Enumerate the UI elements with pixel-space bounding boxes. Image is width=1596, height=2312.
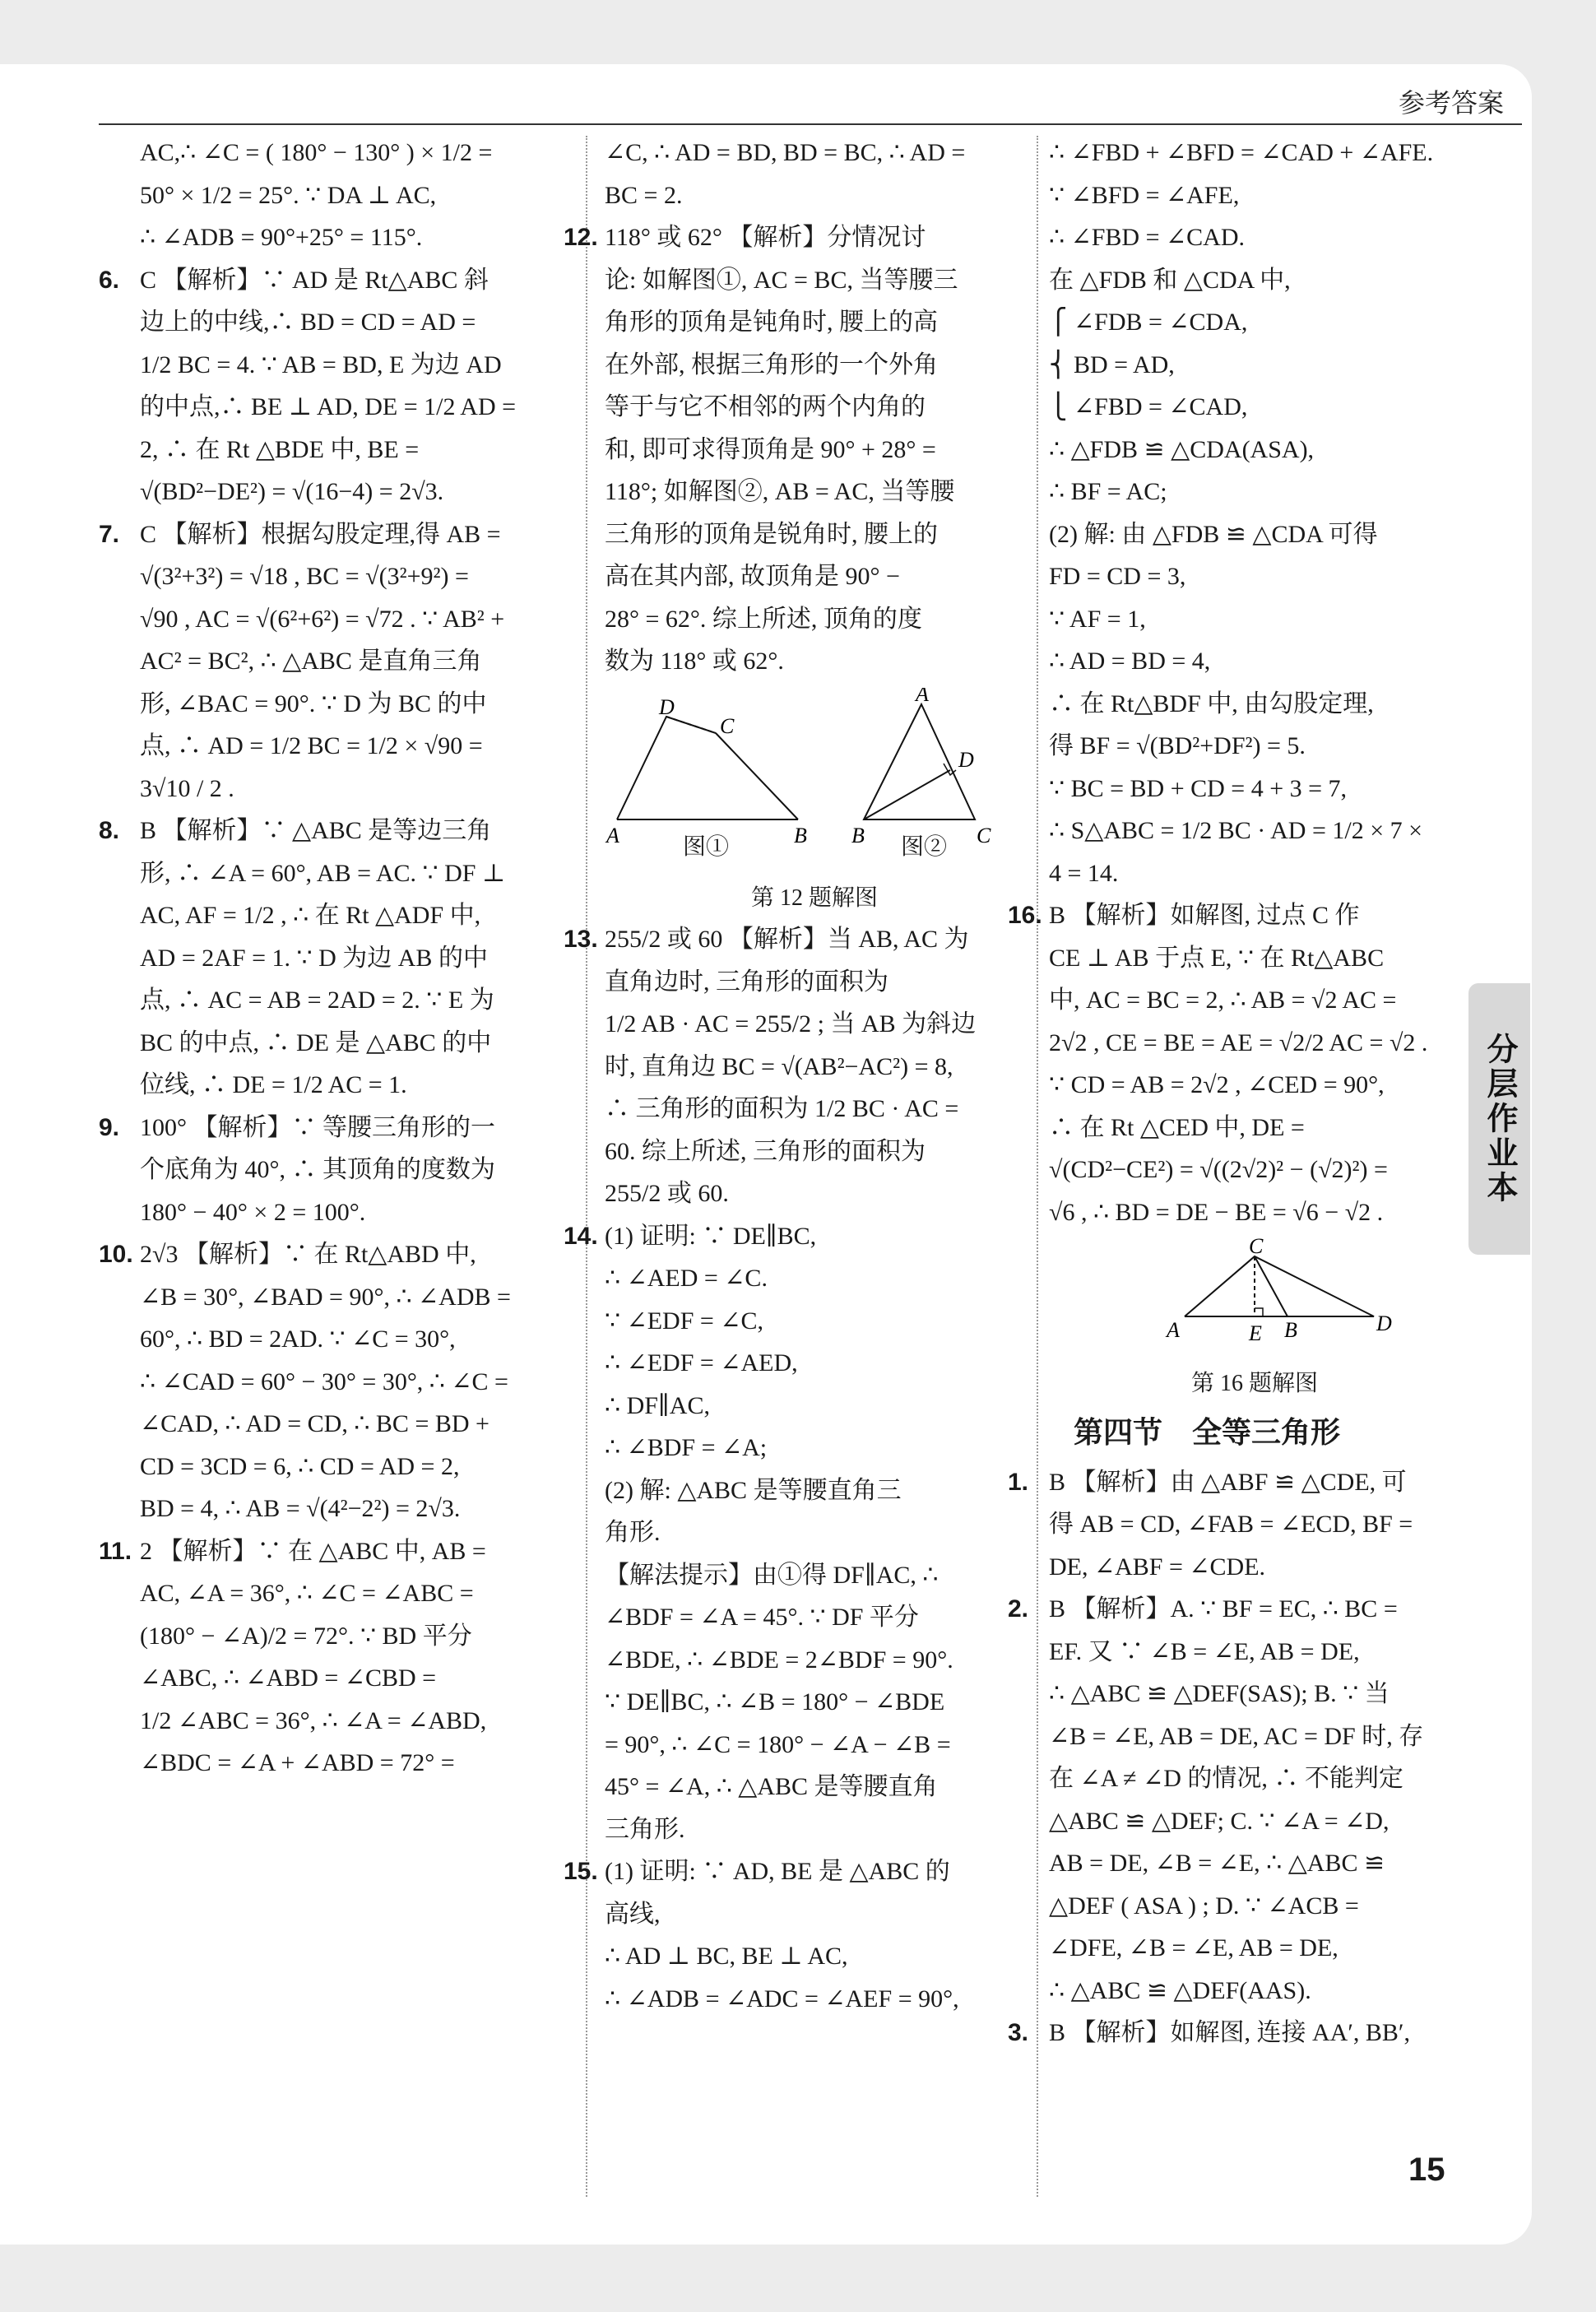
text-line: 边上的中线,∴ BD = CD = AD = bbox=[140, 309, 476, 336]
text-line: 1/2 ∠ABC = 36°, ∴ ∠A = ∠ABD, bbox=[140, 1706, 487, 1734]
text-line: BC = 2. bbox=[605, 181, 683, 209]
fig12-label: B bbox=[794, 823, 807, 847]
text-line: ∠DFE, ∠B = ∠E, AB = DE, bbox=[1049, 1934, 1339, 1961]
fig12-label: C bbox=[977, 823, 991, 847]
answer-block bbox=[1049, 132, 1460, 894]
fig12-caption: 第 12 题解图 bbox=[750, 885, 878, 911]
text-line: ∵ ∠EDF = ∠C, bbox=[605, 1307, 763, 1335]
text-line: 2√2 , CE = BE = AE = √2/2 AC = √2 . bbox=[1049, 1028, 1428, 1056]
answer-item-15 bbox=[564, 1850, 1024, 2020]
fig16-label: A bbox=[1167, 1318, 1180, 1342]
fig12-label: A bbox=[606, 823, 619, 847]
text-line: ∵ CD = AB = 2√2 , ∠CED = 90°, bbox=[1049, 1071, 1385, 1098]
fig12-label: C bbox=[720, 713, 735, 738]
answer-item-2 bbox=[1008, 1588, 1460, 2012]
text-line: ∴ ∠ADB = 90°+25° = 115°. bbox=[140, 224, 423, 251]
text-line: 3√10 / 2 . bbox=[140, 774, 234, 802]
text-line: 得 BF = √(BD²+DF²) = 5. bbox=[1049, 732, 1306, 759]
text-line: AD = 2AF = 1. ∵ D 为边 AB 的中 bbox=[140, 944, 488, 972]
item-number: 13. bbox=[564, 926, 598, 953]
column-1 bbox=[99, 132, 559, 1785]
text-line: 论: 如解图①, AC = BC, 当等腰三 bbox=[605, 266, 958, 294]
text-line: B 【解析】如解图, 连接 AA′, BB′, bbox=[1049, 2019, 1410, 2046]
figure-16 bbox=[1049, 1238, 1460, 1400]
side-tab-label: 分层作业本 bbox=[1482, 1033, 1516, 1205]
text-line: DE, ∠ABF = ∠CDE. bbox=[1049, 1553, 1266, 1581]
text-line: 位线, ∴ DE = 1/2 AC = 1. bbox=[140, 1071, 407, 1098]
text-line: ∵ AF = 1, bbox=[1049, 605, 1146, 633]
text-line: ∠B = 30°, ∠BAD = 90°, ∴ ∠ADB = bbox=[140, 1283, 511, 1311]
fig12-label: A bbox=[916, 687, 929, 706]
item-number: 11. bbox=[99, 1537, 132, 1565]
answer-item-9 bbox=[99, 1107, 559, 1234]
text-line: EF. 又 ∵ ∠B = ∠E, AB = DE, bbox=[1049, 1637, 1360, 1665]
text-line: 255/2 或 60. bbox=[605, 1180, 729, 1207]
answer-item-12 bbox=[564, 216, 1024, 683]
text-line: ∵ ∠BFD = ∠AFE, bbox=[1049, 181, 1240, 209]
text-line: B 【解析】A. ∵ BF = EC, ∴ BC = bbox=[1049, 1595, 1398, 1623]
text-line: ∴ S△ABC = 1/2 BC · AD = 1/2 × 7 × bbox=[1049, 817, 1423, 844]
item-number: 14. bbox=[564, 1222, 598, 1250]
text-line: 点, ∴ AD = 1/2 BC = 1/2 × √90 = bbox=[140, 732, 483, 759]
item-number: 7. bbox=[99, 520, 120, 548]
text-line: 2, ∴ 在 Rt △BDE 中, BE = bbox=[140, 435, 420, 463]
answer-item-3 bbox=[1008, 2012, 1460, 2054]
header-title: 参考答案 bbox=[1398, 88, 1504, 118]
figure-12-diagram bbox=[605, 688, 1016, 852]
text-line: ∴ 三角形的面积为 1/2 BC · AC = bbox=[605, 1095, 959, 1122]
answer-block bbox=[605, 132, 1024, 216]
text-line: ∵ BC = BD + CD = 4 + 3 = 7, bbox=[1049, 774, 1348, 802]
text-line: 60°, ∴ BD = 2AD. ∵ ∠C = 30°, bbox=[140, 1325, 456, 1353]
text-line: 1/2 AB · AC = 255/2 ; 当 AB 为斜边 bbox=[605, 1010, 977, 1038]
text-line: FD = CD = 3, bbox=[1049, 563, 1186, 590]
answer-item-6 bbox=[99, 259, 559, 513]
text-line: 60. 综上所述, 三角形的面积为 bbox=[605, 1137, 926, 1165]
text-line: 三角形. bbox=[605, 1815, 685, 1843]
text-line: 形, ∴ ∠A = 60°, AB = AC. ∵ DF ⊥ bbox=[140, 859, 506, 887]
text-line: ∠CAD, ∴ AD = CD, ∴ BC = BD + bbox=[140, 1410, 489, 1437]
text-line: 50° × 1/2 = 25°. ∵ DA ⊥ AC, bbox=[140, 181, 437, 209]
fig16-label: C bbox=[1249, 1238, 1264, 1258]
section-heading: 第四节 全等三角形 bbox=[1074, 1414, 1341, 1449]
answer-item-13 bbox=[564, 918, 1024, 1215]
text-line: ∴ ∠ADB = ∠ADC = ∠AEF = 90°, bbox=[605, 1985, 959, 2013]
side-tab bbox=[1468, 983, 1530, 1255]
figure-16-diagram bbox=[1049, 1238, 1460, 1353]
fig16-caption: 第 16 题解图 bbox=[1190, 1370, 1318, 1396]
text-line: AC² = BC², ∴ △ABC 是直角三角 bbox=[140, 648, 482, 675]
fig12-label: B bbox=[851, 823, 865, 847]
text-line: △ABC ≌ △DEF; C. ∵ ∠A = ∠D, bbox=[1049, 1807, 1390, 1835]
text-line: 255/2 或 60 【解析】当 AB, AC 为 bbox=[605, 926, 969, 953]
text-line: 180° − 40° × 2 = 100°. bbox=[140, 1198, 366, 1226]
text-line: ∴ AD = BD = 4, bbox=[1049, 648, 1211, 675]
answer-item-16 bbox=[1008, 894, 1460, 1233]
text-line: 2√3 【解析】∵ 在 Rt△ABD 中, bbox=[140, 1241, 476, 1268]
fig12-sub1: 图① bbox=[683, 833, 730, 860]
text-line: 角形. bbox=[605, 1519, 661, 1546]
item-number: 3. bbox=[1008, 2019, 1029, 2046]
text-line: ∴ ∠AED = ∠C. bbox=[605, 1265, 768, 1292]
text-line: C 【解析】∵ AD 是 Rt△ABC 斜 bbox=[140, 266, 489, 294]
text-line: ∴ 在 Rt△BDF 中, 由勾股定理, bbox=[1049, 689, 1374, 717]
text-line: 形, ∠BAC = 90°. ∵ D 为 BC 的中 bbox=[140, 689, 487, 717]
text-line: = 90°, ∴ ∠C = 180° − ∠A − ∠B = bbox=[605, 1730, 951, 1758]
answer-item-8 bbox=[99, 810, 559, 1107]
item-number: 1. bbox=[1008, 1468, 1029, 1496]
item-number: 9. bbox=[99, 1113, 120, 1141]
text-line: BD = 4, ∴ AB = √(4²−2²) = 2√3. bbox=[140, 1495, 461, 1522]
text-line: 118°; 如解图②, AB = AC, 当等腰 bbox=[605, 478, 955, 505]
text-line: ∠B = ∠E, AB = DE, AC = DF 时, 存 bbox=[1049, 1722, 1424, 1750]
text-line: 45° = ∠A, ∴ △ABC 是等腰直角 bbox=[605, 1773, 938, 1800]
text-line: 三角形的顶角是锐角时, 腰上的 bbox=[605, 520, 938, 548]
text-line: 高在其内部, 故顶角是 90° − bbox=[605, 563, 900, 590]
text-line: ∴ DF∥AC, bbox=[605, 1391, 710, 1419]
fig12-label: D bbox=[659, 694, 675, 719]
text-line: 1/2 BC = 4. ∵ AB = BD, E 为边 AD bbox=[140, 351, 502, 378]
page-number: 15 bbox=[1408, 2152, 1445, 2188]
fig16-label: E bbox=[1249, 1321, 1262, 1345]
text-line: (1) 证明: ∵ AD, BE 是 △ABC 的 bbox=[605, 1858, 950, 1885]
column-2 bbox=[564, 132, 1024, 2020]
answer-item-1 bbox=[1008, 1461, 1460, 1589]
text-line: AC, ∠A = 36°, ∴ ∠C = ∠ABC = bbox=[140, 1580, 474, 1607]
text-line: ∴ △ABC ≌ △DEF(SAS); B. ∵ 当 bbox=[1049, 1680, 1390, 1707]
text-line: (180° − ∠A)/2 = 72°. ∵ BD 平分 bbox=[140, 1622, 472, 1650]
fig16-label: B bbox=[1284, 1318, 1297, 1342]
text-line: 高线, bbox=[605, 1900, 661, 1928]
text-line: 【解法提示】由①得 DF∥AC, ∴ bbox=[605, 1561, 939, 1589]
text-line: 角形的顶角是钝角时, 腰上的高 bbox=[605, 309, 938, 336]
text-line: CD = 3CD = 6, ∴ CD = AD = 2, bbox=[140, 1452, 460, 1480]
answer-block bbox=[140, 132, 559, 259]
text-line: 100° 【解析】∵ 等腰三角形的一 bbox=[140, 1113, 495, 1141]
answer-item-14 bbox=[564, 1215, 1024, 1851]
text-line: 和, 即可求得顶角是 90° + 28° = bbox=[605, 435, 936, 463]
column-divider bbox=[1037, 136, 1038, 2197]
text-line: 4 = 14. bbox=[1049, 859, 1119, 887]
item-number: 16. bbox=[1008, 902, 1042, 929]
text-line: B 【解析】由 △ABF ≌ △CDE, 可 bbox=[1049, 1468, 1407, 1496]
text-line: 中, AC = BC = 2, ∴ AB = √2 AC = bbox=[1049, 987, 1397, 1014]
item-number: 12. bbox=[564, 224, 598, 251]
text-line: 118° 或 62° 【解析】分情况讨 bbox=[605, 224, 926, 251]
text-line: BC 的中点, ∴ DE 是 △ABC 的中 bbox=[140, 1028, 492, 1056]
text-line: ∴ AD ⊥ BC, BE ⊥ AC, bbox=[605, 1943, 848, 1970]
text-line: ∴ ∠CAD = 60° − 30° = 30°, ∴ ∠C = bbox=[140, 1367, 508, 1395]
header-rule bbox=[99, 123, 1522, 125]
text-line: (2) 解: △ABC 是等腰直角三 bbox=[605, 1476, 902, 1504]
text-line: ∠C, ∴ AD = BD, BD = BC, ∴ AD = bbox=[605, 139, 966, 166]
answer-item-10 bbox=[99, 1233, 559, 1530]
text-line: 28° = 62°. 综上所述, 顶角的度 bbox=[605, 605, 922, 633]
item-number: 8. bbox=[99, 817, 120, 844]
text-line: ∴ ∠BDF = ∠A; bbox=[605, 1434, 768, 1461]
text-line: 的中点,∴ BE ⊥ AD, DE = 1/2 AD = bbox=[140, 393, 517, 420]
column-3 bbox=[1008, 132, 1460, 2054]
text-line: √90 , AC = √(6²+6²) = √72 . ∵ AB² + bbox=[140, 605, 505, 633]
text-line: ∴ △FDB ≌ △CDA(ASA), bbox=[1049, 435, 1315, 463]
text-line: ⎩ ∠FBD = ∠CAD, bbox=[1049, 393, 1248, 420]
text-line: B 【解析】∵ △ABC 是等边三角 bbox=[140, 817, 492, 844]
text-line: ⎨ BD = AD, bbox=[1049, 351, 1175, 378]
text-line: 数为 118° 或 62°. bbox=[605, 648, 784, 675]
text-line: (2) 解: 由 △FDB ≌ △CDA 可得 bbox=[1049, 520, 1378, 548]
text-line: ∵ DE∥BC, ∴ ∠B = 180° − ∠BDE bbox=[605, 1688, 945, 1715]
text-line: ∴ BF = AC; bbox=[1049, 478, 1167, 505]
text-line: √6 , ∴ BD = DE − BE = √6 − √2 . bbox=[1049, 1198, 1384, 1226]
text-line: 2 【解析】∵ 在 △ABC 中, AB = bbox=[140, 1537, 486, 1565]
text-line: 点, ∴ AC = AB = 2AD = 2. ∵ E 为 bbox=[140, 987, 494, 1014]
item-number: 15. bbox=[564, 1858, 598, 1885]
text-line: 在外部, 根据三角形的一个外角 bbox=[605, 351, 938, 378]
text-line: AB = DE, ∠B = ∠E, ∴ △ABC ≌ bbox=[1049, 1850, 1385, 1877]
text-line: (1) 证明: ∵ DE∥BC, bbox=[605, 1222, 817, 1250]
answer-item-11 bbox=[99, 1530, 559, 1785]
text-line: ∴ ∠EDF = ∠AED, bbox=[605, 1349, 798, 1377]
text-line: 直角边时, 三角形的面积为 bbox=[605, 968, 888, 996]
text-line: B 【解析】如解图, 过点 C 作 bbox=[1049, 902, 1360, 929]
text-line: 等于与它不相邻的两个内角的 bbox=[605, 393, 926, 420]
item-number: 6. bbox=[99, 266, 120, 294]
text-line: ∠BDC = ∠A + ∠ABD = 72° = bbox=[140, 1749, 455, 1776]
text-line: C 【解析】根据勾股定理,得 AB = bbox=[140, 520, 501, 548]
text-line: ∴ ∠FBD + ∠BFD = ∠CAD + ∠AFE. bbox=[1049, 139, 1434, 166]
text-line: 在 ∠A ≠ ∠D 的情况, ∴ 不能判定 bbox=[1049, 1765, 1403, 1792]
text-line: ∠ABC, ∴ ∠ABD = ∠CBD = bbox=[140, 1664, 437, 1692]
text-line: ∴ △ABC ≌ △DEF(AAS). bbox=[1049, 1976, 1311, 2004]
text-line: ∠BDE, ∴ ∠BDE = 2∠BDF = 90°. bbox=[605, 1646, 953, 1674]
item-number: 2. bbox=[1008, 1595, 1029, 1623]
text-line: CE ⊥ AB 于点 E, ∵ 在 Rt△ABC bbox=[1049, 944, 1385, 972]
text-line: √(3²+3²) = √18 , BC = √(3²+9²) = bbox=[140, 563, 469, 590]
item-number: 10. bbox=[99, 1241, 133, 1268]
fig12-sub2: 图② bbox=[901, 833, 948, 860]
text-line: √(CD²−CE²) = √((2√2)² − (√2)²) = bbox=[1049, 1156, 1388, 1183]
text-line: AC, AF = 1/2 , ∴ 在 Rt △ADF 中, bbox=[140, 902, 481, 929]
figure-12 bbox=[605, 688, 1024, 916]
fig12-label: D bbox=[958, 747, 974, 772]
text-line: √(BD²−DE²) = √(16−4) = 2√3. bbox=[140, 478, 444, 505]
text-line: ⎧ ∠FDB = ∠CDA, bbox=[1049, 309, 1248, 336]
text-line: ∴ ∠FBD = ∠CAD. bbox=[1049, 224, 1245, 251]
answer-item-7 bbox=[99, 513, 559, 810]
text-line: AC,∴ ∠C = ( 180° − 130° ) × 1/2 = bbox=[140, 139, 493, 166]
text-line: ∠BDF = ∠A = 45°. ∵ DF 平分 bbox=[605, 1604, 919, 1631]
fig16-label: D bbox=[1376, 1312, 1392, 1335]
text-line: 时, 直角边 BC = √(AB²−AC²) = 8, bbox=[605, 1052, 953, 1080]
text-line: 在 △FDB 和 △CDA 中, bbox=[1049, 266, 1291, 294]
text-line: △DEF ( ASA ) ; D. ∵ ∠ACB = bbox=[1049, 1892, 1359, 1920]
text-line: ∴ 在 Rt △CED 中, DE = bbox=[1049, 1113, 1305, 1141]
text-line: 个底角为 40°, ∴ 其顶角的度数为 bbox=[140, 1156, 495, 1183]
text-line: 得 AB = CD, ∠FAB = ∠ECD, BF = bbox=[1049, 1511, 1413, 1538]
